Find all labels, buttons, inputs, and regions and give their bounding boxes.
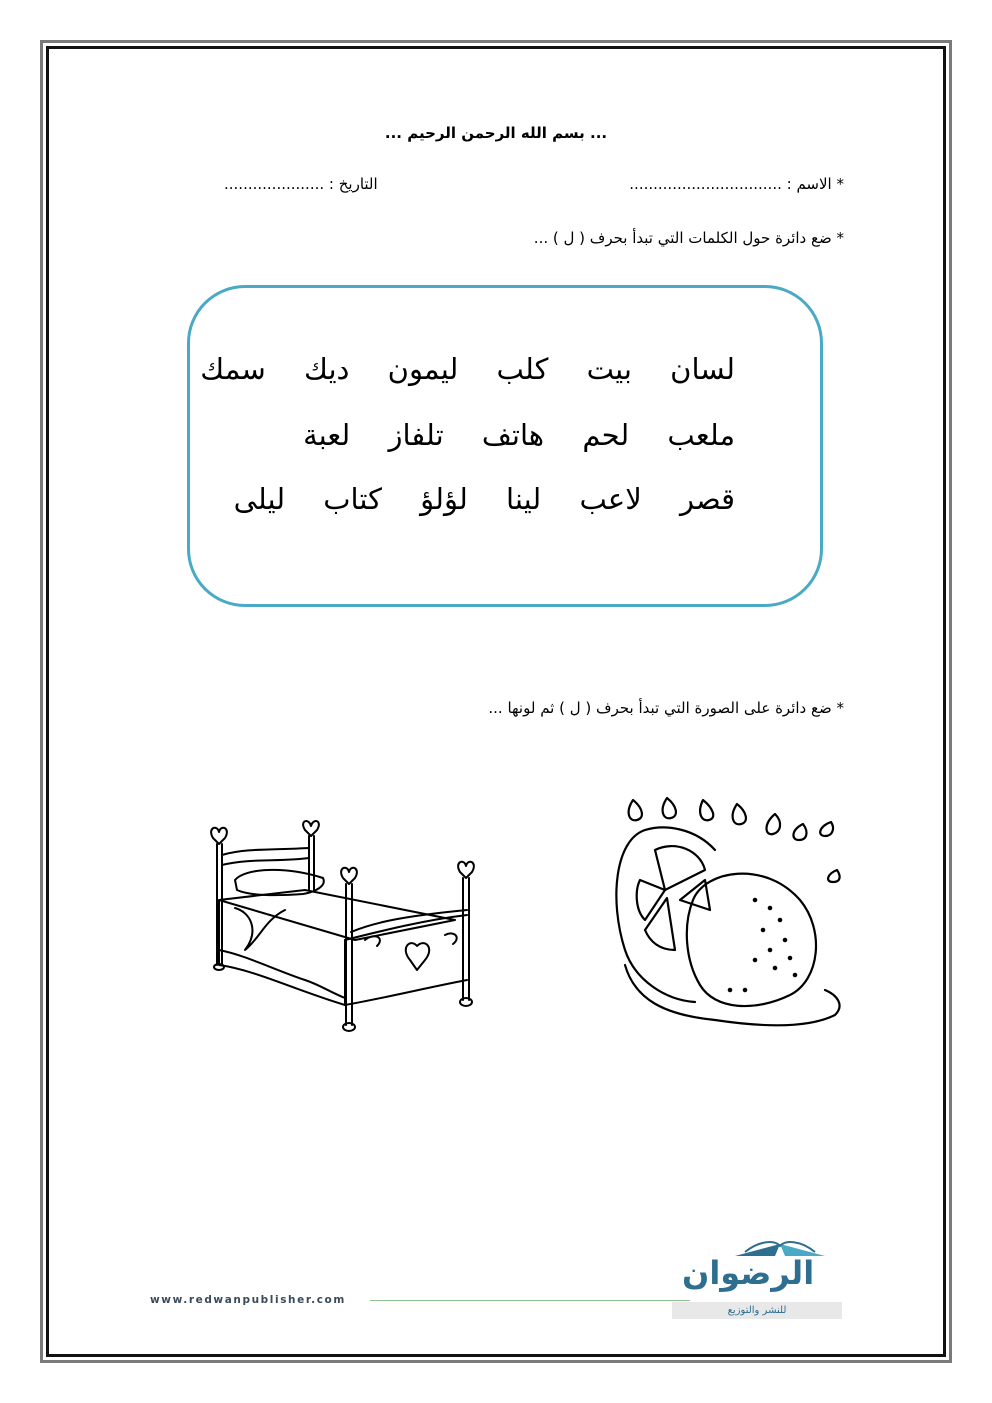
- word-item: ملعب: [667, 418, 735, 452]
- word-item: ليلى: [233, 482, 286, 516]
- word-item: كتاب: [323, 482, 382, 516]
- word-item: لسان: [670, 352, 735, 386]
- date-field: التاريخ : .....................: [224, 175, 378, 193]
- bed-icon: [205, 820, 490, 1035]
- word-item: قصر: [679, 482, 735, 516]
- basmala-heading: ... بسم الله الرحمن الرحيم ...: [384, 124, 608, 142]
- word-item: ديك: [304, 352, 350, 386]
- footer-divider: [370, 1300, 690, 1301]
- word-row-3: [234, 482, 735, 516]
- word-item: هاتف: [481, 418, 545, 452]
- word-row-1: [200, 352, 735, 386]
- name-field: * الاسم : ................................: [629, 175, 844, 193]
- word-item: لعبة: [303, 418, 351, 452]
- lemon-icon: [605, 790, 845, 1040]
- word-item: لينا: [506, 482, 542, 516]
- word-row-2: [303, 418, 735, 452]
- word-item: تلفاز: [388, 418, 444, 452]
- publisher-logo-subtitle: للنشر والتوزيع: [672, 1302, 842, 1319]
- word-item: لاعب: [579, 482, 642, 516]
- word-item: ليمون: [387, 352, 459, 386]
- word-item: سمك: [200, 352, 266, 386]
- instruction-words: * ضع دائرة حول الكلمات التي تبدأ بحرف ( ل ) ...: [533, 229, 844, 247]
- publisher-url: www.redwanpublisher.com: [150, 1294, 346, 1306]
- instruction-pictures: * ضع دائرة على الصورة التي تبدأ بحرف ( ل ) ثم لونها ...: [488, 699, 844, 717]
- word-item: كلب: [496, 352, 549, 386]
- word-item: لؤلؤ: [420, 482, 468, 516]
- word-box: [187, 285, 823, 607]
- word-item: لحم: [582, 418, 630, 452]
- publisher-logo-text: الرضوان: [682, 1254, 815, 1292]
- word-item: بيت: [586, 352, 632, 386]
